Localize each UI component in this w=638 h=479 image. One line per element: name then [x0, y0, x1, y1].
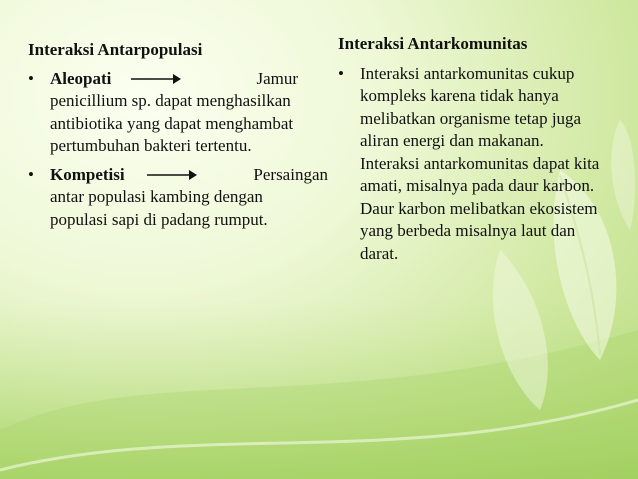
bullet-dot: •	[28, 68, 34, 88]
bullet-text: antar populasi kambing dengan populasi sapi di padang rumput.	[50, 187, 268, 229]
term-target: Jamur	[256, 68, 298, 88]
arrow-right-icon	[131, 73, 181, 85]
bullet-item-aleopati	[28, 68, 328, 158]
bullet-dot: •	[338, 63, 344, 83]
right-column	[338, 33, 628, 265]
bullet-text: Interaksi antarkomunitas cukup kompleks karena tidak hanya melibatkan organisme tetap juga aliran energi dan makanan. Interaksi antarkomunitas dapat kita amati, misalnya pada daur karbon. Daur karbon melibatkan ekosistem yang berbeda misalnya laut dan darat.	[360, 63, 600, 263]
term-row	[50, 68, 328, 91]
bullet-dot: •	[28, 164, 34, 184]
bullet-item-antarkomunitas	[338, 63, 628, 266]
arrow-right-icon	[147, 169, 197, 181]
bullet-item-kompetisi	[28, 164, 328, 232]
term-label: Kompetisi	[50, 164, 125, 184]
term-target: Persaingan	[253, 164, 328, 184]
term-row	[50, 164, 328, 187]
left-column	[28, 39, 328, 231]
left-heading: Interaksi Antarpopulasi	[28, 40, 203, 59]
right-heading: Interaksi Antarkomunitas	[338, 34, 528, 53]
bullet-text: penicillium sp. dapat menghasilkan antibiotika yang dapat menghambat pertumbuhan bakteri tertentu.	[50, 91, 294, 155]
term-label: Aleopati	[50, 68, 112, 88]
